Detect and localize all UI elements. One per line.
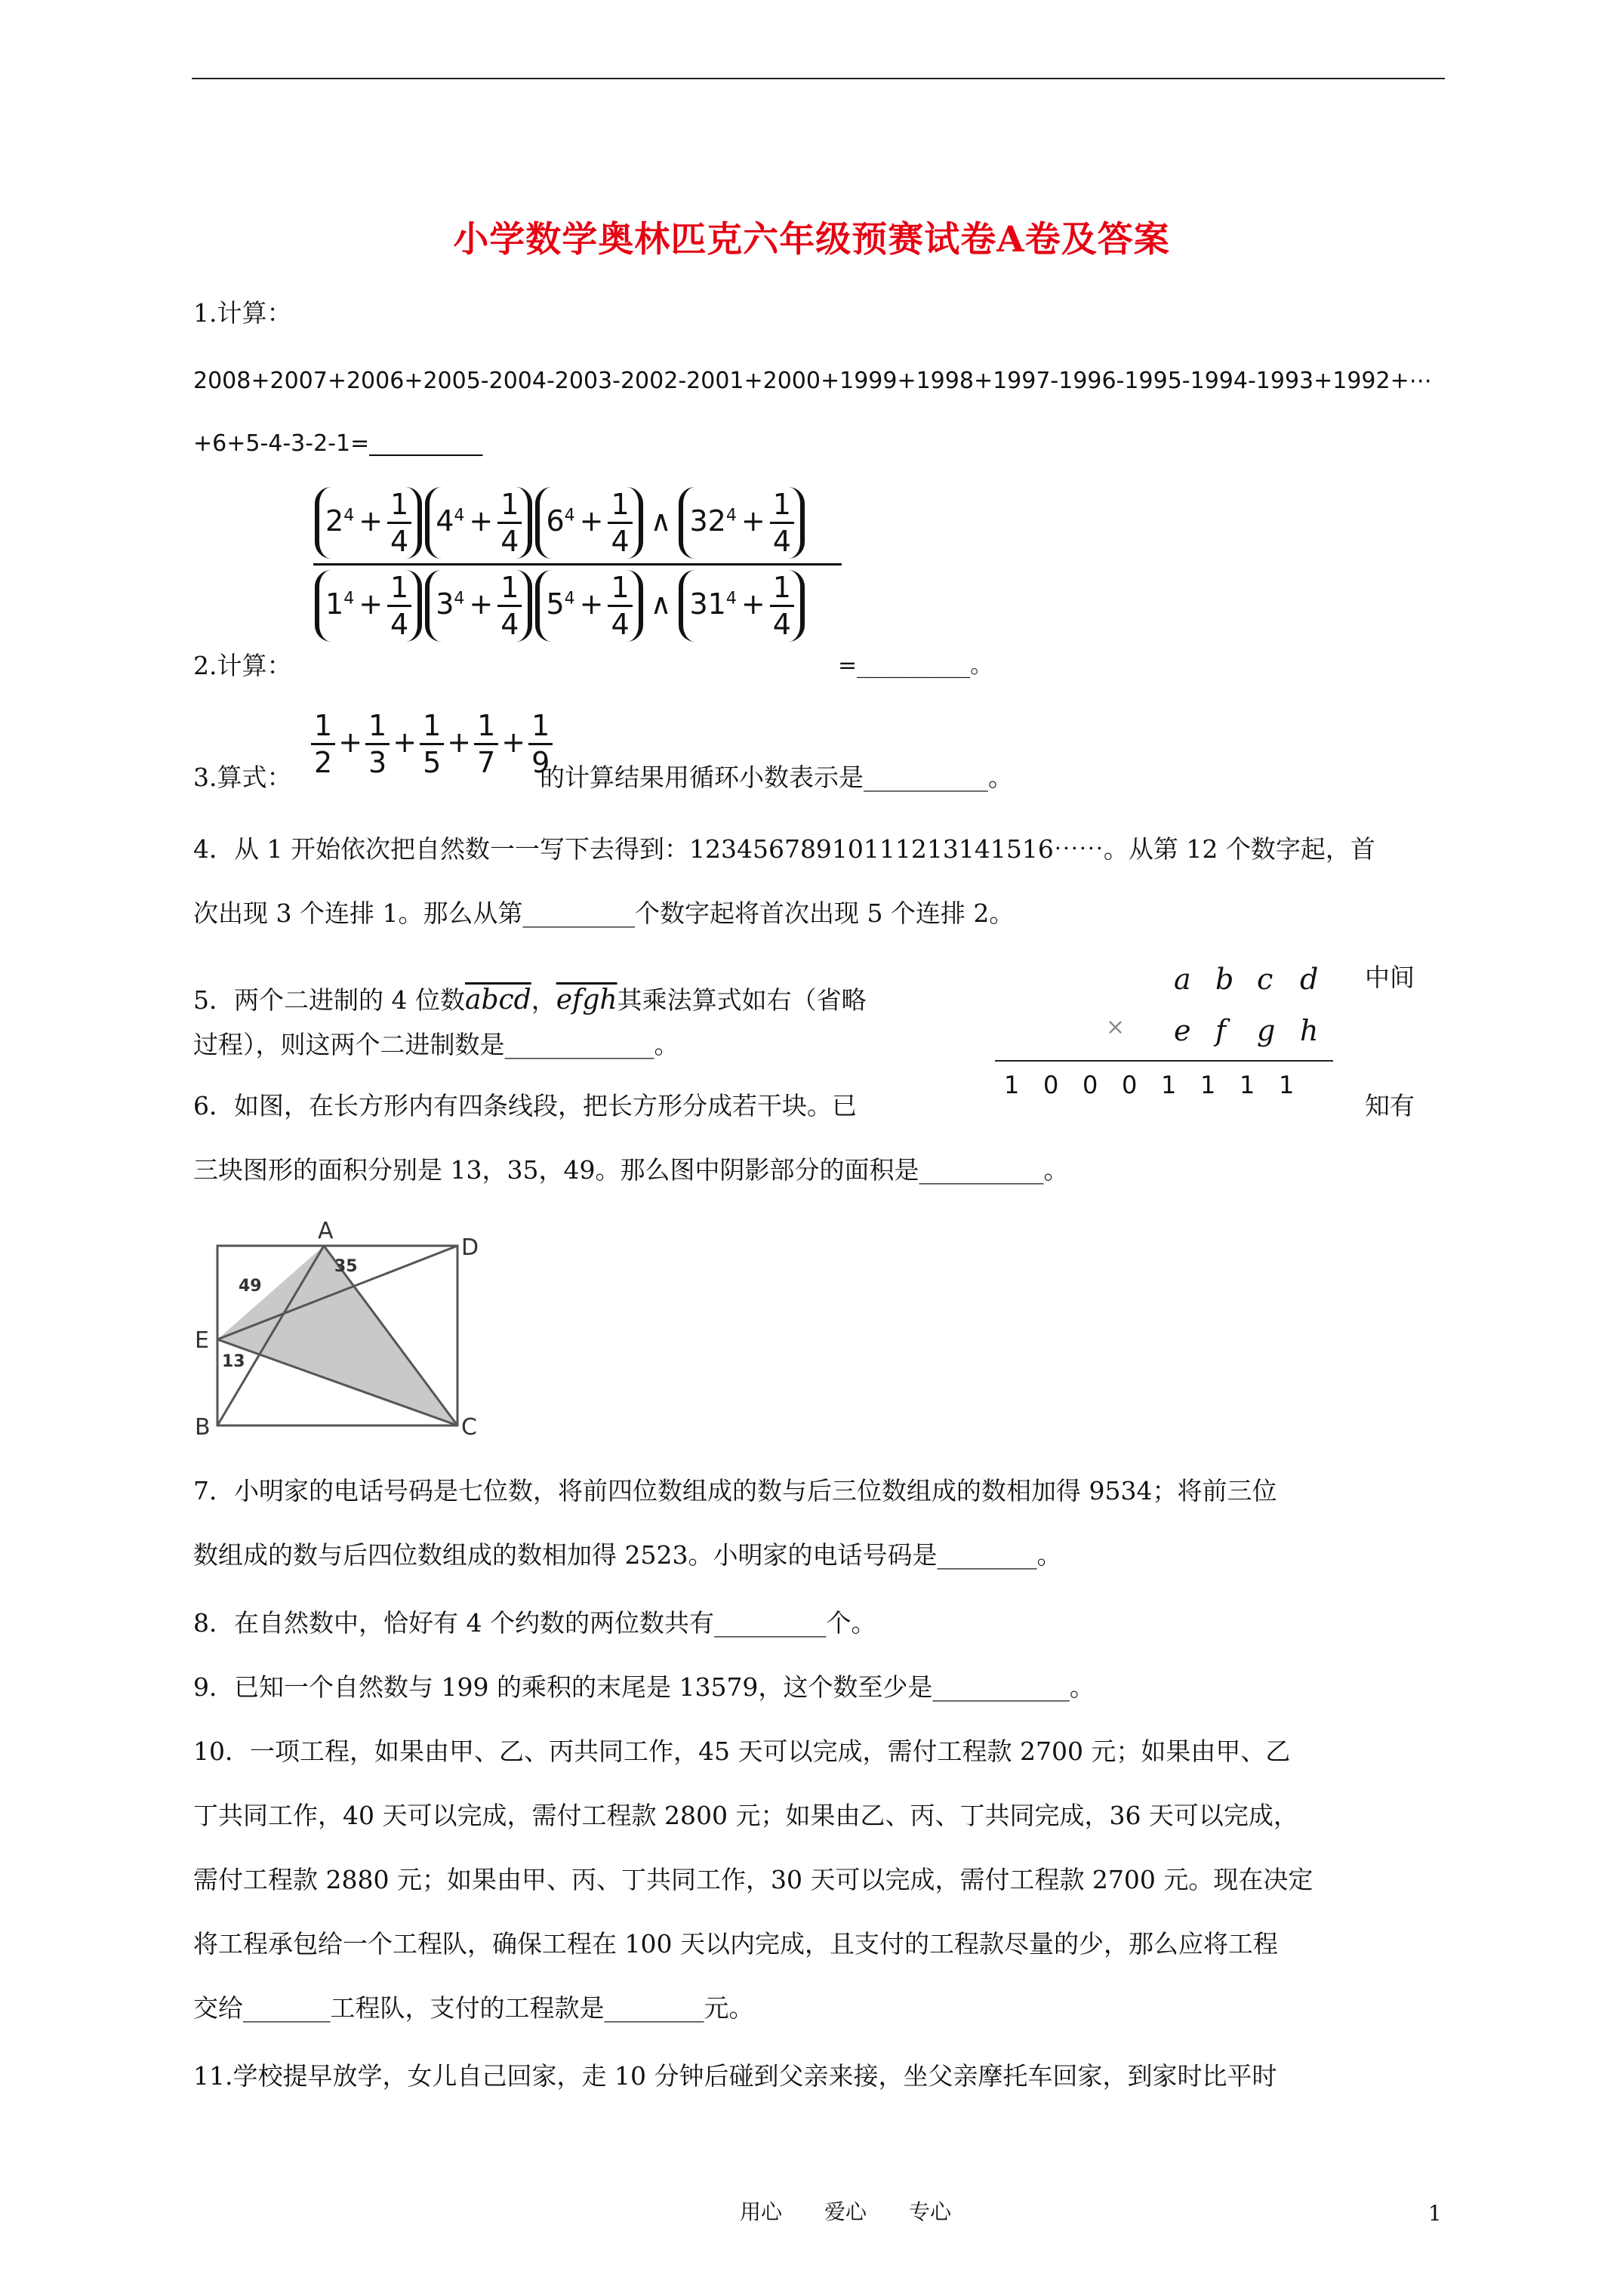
- plus-sign: +: [338, 726, 363, 759]
- quarter-fraction: [770, 573, 794, 639]
- factor-exponent: 4: [454, 506, 465, 525]
- q2-num-factor: [315, 487, 422, 559]
- factor-base: 4: [436, 504, 454, 538]
- plus-sign: +: [393, 726, 417, 759]
- q10-line3: 需付工程款 2880 元；如果由甲、丙、丁共同工作，30 天可以完成，需付工程款 2700 元。现在决定: [193, 1865, 1313, 1894]
- fraction-numerator: 1: [497, 490, 522, 524]
- fraction-denominator: 4: [390, 608, 409, 641]
- fraction-denominator: 4: [772, 525, 791, 558]
- factor-exponent: 4: [343, 506, 355, 525]
- fraction-denominator: 5: [423, 746, 442, 779]
- plus-sign: +: [741, 587, 765, 621]
- mult-result: [1004, 1071, 1318, 1099]
- q2-den-factor: [315, 570, 422, 642]
- fraction-numerator: 1: [420, 711, 444, 745]
- fraction-numerator: 1: [365, 711, 390, 745]
- factor-base: 6: [546, 504, 565, 538]
- quarter-fraction: [770, 490, 794, 556]
- label-c: C: [461, 1414, 477, 1441]
- plus-sign: +: [501, 726, 526, 759]
- factor-exponent: 4: [564, 589, 575, 609]
- mult-a: a: [1174, 963, 1191, 996]
- fraction-denominator: 2: [314, 746, 333, 779]
- unit-fraction: [311, 711, 335, 777]
- fraction-denominator: 9: [531, 746, 550, 779]
- factor-base: 3: [436, 587, 454, 621]
- quarter-fraction: [497, 490, 522, 556]
- quarter-fraction: [387, 490, 411, 556]
- header-rule: [192, 78, 1445, 79]
- q6-line1-end: 知有: [1365, 1091, 1415, 1120]
- q2-expression: [313, 487, 842, 642]
- fraction-numerator: 1: [608, 490, 632, 524]
- fraction-numerator: 1: [387, 573, 411, 607]
- fraction-denominator: 4: [611, 608, 630, 641]
- q10-line1: 10．一项工程，如果由甲、乙、丙共同工作，45 天可以完成，需付工程款 2700 元；如果由甲、乙: [193, 1737, 1291, 1766]
- label-b: B: [195, 1414, 211, 1441]
- result-digit: 0: [1083, 1071, 1098, 1099]
- q10-line2: 丁共同工作，40 天可以完成，需付工程款 2800 元；如果由乙、丙、丁共同完成，36 天可以完成，: [193, 1801, 1298, 1830]
- factor-base: 31: [689, 587, 726, 621]
- q10-line5: 交给_______工程队，支付的工程款是________元。: [193, 1993, 754, 2023]
- fraction-numerator: 1: [474, 711, 498, 745]
- q1-line2: +6+5-4-3-2-1=__________: [193, 430, 483, 457]
- q3-tail: 的计算结果用循环小数表示是__________。: [540, 763, 1013, 792]
- fraction-denominator: 7: [477, 746, 496, 779]
- q2-answer-blank: =__________。: [838, 652, 993, 679]
- label-a: A: [318, 1218, 334, 1244]
- q3-label: 3.算式：: [193, 763, 292, 792]
- mult-g: g: [1257, 1014, 1276, 1047]
- label-d: D: [461, 1234, 479, 1261]
- factor-exponent: 4: [725, 589, 737, 609]
- q1-line1: 2008+2007+2006+2005-2004-2003-2002-2001+2000+1999+1998+1997-1996-1995-1994-1993+1992+⋯: [193, 368, 1432, 394]
- q6-line2: 三块图形的面积分别是 13，35，49。那么图中阴影部分的面积是__________。: [193, 1155, 1069, 1185]
- label-e: E: [195, 1327, 209, 1354]
- q5-comma: ，: [531, 985, 556, 1015]
- result-digit: 0: [1122, 1071, 1138, 1099]
- q2-numerator: [313, 487, 842, 566]
- q7-line1: 7．小明家的电话号码是七位数，将前四位数组成的数与后三位数组成的数相加得 9534；将前三位: [193, 1476, 1277, 1505]
- fraction-denominator: 4: [390, 525, 409, 558]
- quarter-fraction: [387, 573, 411, 639]
- fraction-numerator: 1: [311, 711, 335, 745]
- factor-base: 5: [546, 587, 565, 621]
- q2-den-factor: [425, 570, 532, 642]
- fraction-numerator: 1: [528, 711, 553, 745]
- footer-text: 用心 爱心 专心: [740, 2199, 952, 2224]
- mult-f: f: [1215, 1014, 1227, 1047]
- fraction-numerator: 1: [770, 490, 794, 524]
- factor-base: 2: [325, 504, 344, 538]
- q2-den-factor: [679, 570, 804, 642]
- area-35: 35: [334, 1257, 358, 1276]
- page-number: 1: [1428, 2201, 1442, 2226]
- fraction-denominator: 4: [500, 608, 519, 641]
- area-13: 13: [222, 1352, 245, 1371]
- q5-rest: 其乘法算式如右（省略: [617, 985, 867, 1015]
- q4-line2: 次出现 3 个连排 1。那么从第_________个数字起将首次出现 5 个连排 2。: [193, 898, 1015, 928]
- q2-label: 2.计算：: [193, 651, 292, 680]
- factor-base: 32: [689, 504, 726, 538]
- q2-num-factor: [679, 487, 804, 559]
- fraction-numerator: 1: [497, 573, 522, 607]
- q2-denominator: [313, 566, 842, 642]
- fraction-denominator: 4: [500, 525, 519, 558]
- q5-prefix: 5．两个二进制的 4 位数: [193, 985, 465, 1015]
- mult-e: e: [1174, 1014, 1191, 1047]
- q1-label: 1.计算：: [193, 298, 292, 328]
- mult-times: ×: [1106, 1014, 1126, 1040]
- plus-sign: +: [447, 726, 472, 759]
- plus-sign: +: [469, 587, 494, 621]
- q5-side-text: 中间: [1365, 963, 1415, 992]
- result-digit: 0: [1043, 1071, 1059, 1099]
- area-49: 49: [239, 1277, 262, 1296]
- q5-line2: 过程），则这两个二进制数是____________。: [193, 1030, 679, 1059]
- result-digit: 1: [1004, 1071, 1020, 1099]
- q6-figure: [195, 1217, 497, 1444]
- q10-line4: 将工程承包给一个工程队，确保工程在 100 天以内完成，且支付的工程款尽量的少，那么应将工程: [193, 1929, 1278, 1959]
- q5-abcd: abcd: [464, 985, 531, 1015]
- fraction-numerator: 1: [387, 490, 411, 524]
- plus-sign: +: [469, 504, 494, 538]
- q7-line2: 数组成的数与后四位数组成的数相加得 2523。小明家的电话号码是________。: [193, 1540, 1062, 1570]
- fraction-numerator: 1: [608, 573, 632, 607]
- page-title: 小学数学奥林匹克六年级预赛试卷A卷及答案: [453, 219, 1170, 260]
- q2-den-factor: [535, 570, 642, 642]
- q6-line1: 6．如图，在长方形内有四条线段，把长方形分成若干块。已: [193, 1091, 857, 1120]
- result-digit: 1: [1161, 1071, 1177, 1099]
- unit-fraction: [365, 711, 390, 777]
- mult-d: d: [1300, 963, 1319, 996]
- quarter-fraction: [608, 573, 632, 639]
- q2-den-ellipsis: ∧: [650, 587, 672, 621]
- q2-num-factor: [425, 487, 532, 559]
- q3-expression: [311, 711, 553, 777]
- factor-base: 1: [325, 587, 344, 621]
- result-digit: 1: [1240, 1071, 1255, 1099]
- quarter-fraction: [497, 573, 522, 639]
- factor-exponent: 4: [343, 589, 355, 609]
- fraction-denominator: 4: [772, 608, 791, 641]
- q2-num-ellipsis: ∧: [650, 504, 672, 538]
- plus-sign: +: [359, 504, 383, 538]
- plus-sign: +: [741, 504, 765, 538]
- plus-sign: +: [359, 587, 383, 621]
- q9-line1: 9．已知一个自然数与 199 的乘积的末尾是 13579，这个数至少是___________。: [193, 1672, 1095, 1702]
- fraction-denominator: 3: [368, 746, 387, 779]
- q2-num-factor: [535, 487, 642, 559]
- q5-line1: [193, 985, 867, 1015]
- mult-h: h: [1300, 1014, 1319, 1047]
- unit-fraction: [474, 711, 498, 777]
- result-digit: 1: [1279, 1071, 1295, 1099]
- mult-c: c: [1257, 963, 1273, 996]
- fraction-numerator: 1: [770, 573, 794, 607]
- q8-line1: 8．在自然数中，恰好有 4 个约数的两位数共有_________个。: [193, 1608, 876, 1638]
- fraction-denominator: 4: [611, 525, 630, 558]
- mult-rule: [995, 1060, 1333, 1062]
- factor-exponent: 4: [564, 506, 575, 525]
- factor-exponent: 4: [454, 589, 465, 609]
- plus-sign: +: [579, 587, 604, 621]
- q5-efgh: efgh: [556, 985, 617, 1015]
- quarter-fraction: [608, 490, 632, 556]
- result-digit: 1: [1200, 1071, 1216, 1099]
- q4-line1: 4．从 1 开始依次把自然数一一写下去得到：12345678910111213141516⋯⋯。从第 12 个数字起，首: [193, 834, 1375, 864]
- unit-fraction: [420, 711, 444, 777]
- plus-sign: +: [579, 504, 604, 538]
- factor-exponent: 4: [725, 506, 737, 525]
- q11-line1: 11.学校提早放学，女儿自己回家，走 10 分钟后碰到父亲来接，坐父亲摩托车回家，到家时比平时: [193, 2061, 1277, 2091]
- mult-b: b: [1215, 963, 1234, 996]
